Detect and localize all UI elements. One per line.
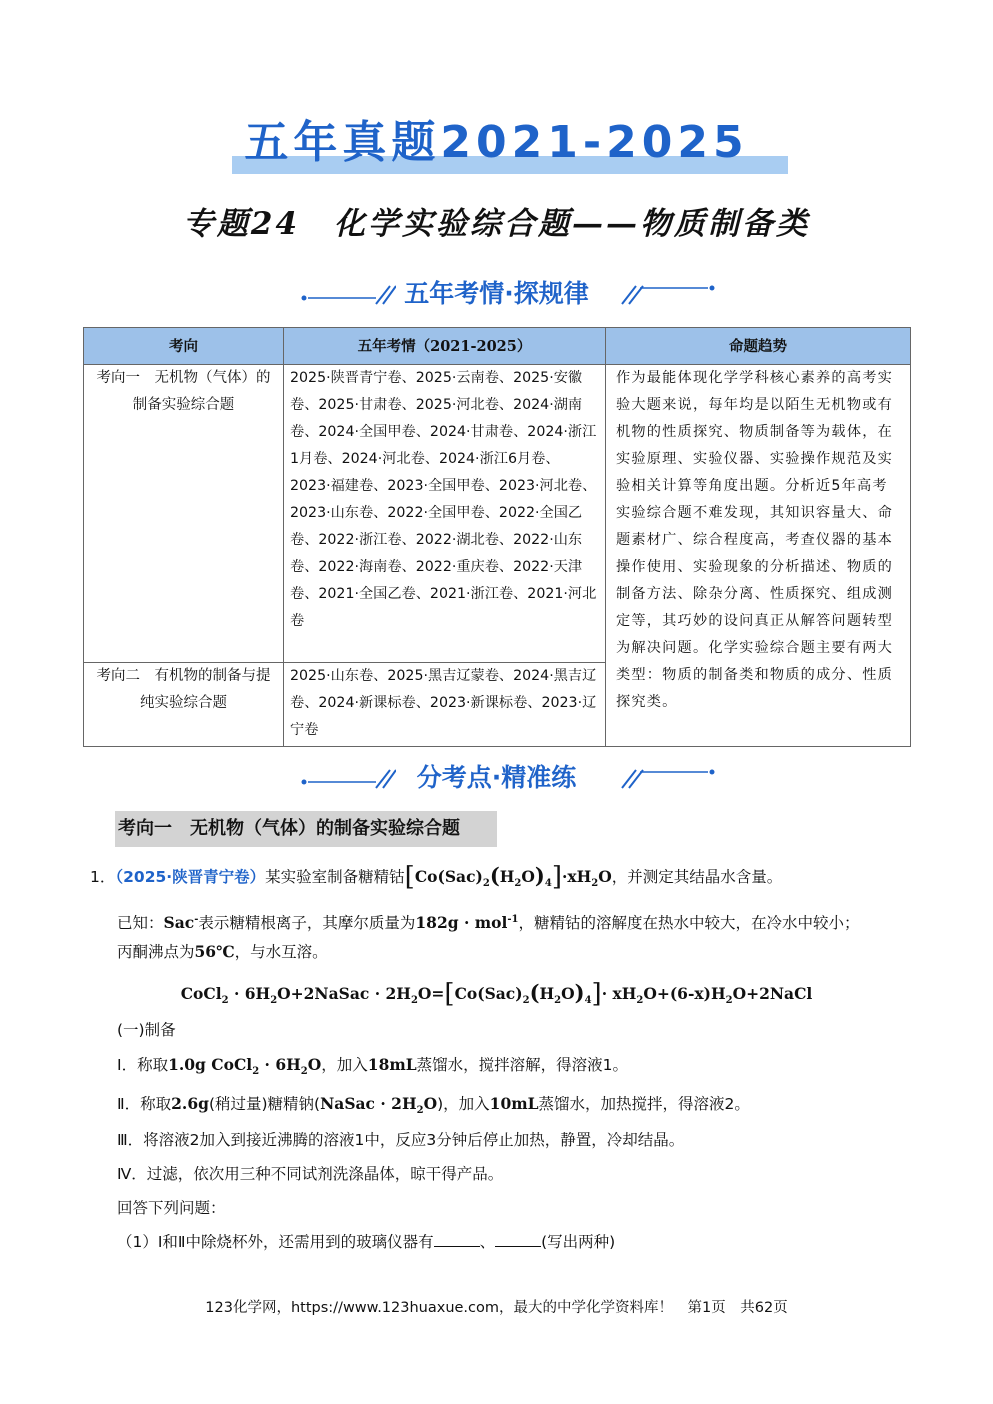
sub-question-1: （1）Ⅰ和Ⅱ中除烧杯外，还需用到的玻璃仪器有 、 (写出两种): [117, 1228, 615, 1256]
step-3: Ⅲ．将溶液2加入到接近沸腾的溶液1中，反应3分钟后停止加热，静置，冷却结晶。: [117, 1131, 685, 1149]
question-source: （2025·陕晋青宁卷）: [115, 868, 266, 886]
section-title: 五年考情·探规律: [404, 279, 589, 308]
header-exams: 五年考情（2021-2025）: [284, 328, 606, 365]
answer-blank-2[interactable]: [495, 1230, 541, 1247]
header-direction: 考向: [84, 328, 284, 365]
question-number: 1．: [90, 868, 116, 886]
banner-title: 五年真题2021-2025: [244, 117, 749, 168]
question-1-stem: 1．（2025·陕晋青宁卷）某实验室制备糖精钴$[Co(Sac)_2(H_2O)_4]\cdot xH_2O$，并测定其结晶水含量。: [90, 862, 783, 892]
answer-blank-1[interactable]: [434, 1230, 480, 1247]
reaction-equation: CoCl$_2$ · $6H_2O+2NaSac \cdot 2H_2O=[Co(Sac)_2(H_2O)_4]\cdot$ $xH_2O+(6-x)H_2O+2NaCl$: [180, 979, 813, 1009]
right-ornament-icon: [620, 760, 716, 796]
known-line-1: 已知：Sac-表示糖精根离子，其摩尔质量为182g · mol$^{-1}$，糖精钴的溶解度在热水中较大，在冷水中较小；: [117, 913, 860, 933]
topic-title: 专题24 化学实验综合题——物质制备类: [182, 206, 811, 242]
direction-1: 考向一 无机物（气体）的制备实验综合题: [84, 365, 284, 663]
header-trend: 命题趋势: [606, 328, 911, 365]
trend-text: 作为最能体现化学学科核心素养的高考实验大题来说，每年均是以陌生无机物或有机物的性质探究、物质制备等为载体，在实验原理、实验仪器、实验操作规范及实验相关计算等角度出题。分析近5年高考实验综合题不难发现，其知识容量大、命题素材广、综合程度高，考查仪器的基本操作使用、实验现象的分析描述、物质的制备方法、除杂分离、性质探究、组成测定等，其巧妙的设问真正从解答问题转型为解决问题。化学实验综合题主要有两大类型：物质的制备类和物质的成分、性质探究类。: [606, 365, 911, 747]
exam-trend-table: [83, 327, 911, 747]
section-title: 分考点·精准练: [416, 763, 577, 792]
formula-cobalt-saccharin: $[Co(Sac)_2(H_2O)_4]\cdot xH_2O$: [404, 862, 612, 892]
step-2: Ⅱ．称取2.6g(稍过量)糖精钠(NaSac · $2H_2O$)，加入10mL蒸馏水，加热搅拌，得溶液2。: [117, 1094, 750, 1117]
answer-prompt: 回答下列问题：: [117, 1199, 226, 1217]
known-line-2: 丙酮沸点为56℃，与水互溶。: [117, 942, 328, 961]
section-header-trends: [0, 276, 993, 312]
right-ornament-icon: [620, 276, 716, 312]
step-4: Ⅳ．过滤，依次用三种不同试剂洗涤晶体，晾干得产品。: [117, 1165, 504, 1183]
question-category-heading: 考向一 无机物（气体）的制备实验综合题: [115, 811, 497, 847]
direction-2: 考向二 有机物的制备与提纯实验综合题: [84, 663, 284, 747]
step-1: Ⅰ．称取1.0g CoCl$_2$ · $6H_2O$，加入18mL蒸馏水，搅拌溶解，得溶液1。: [117, 1055, 629, 1078]
page-footer: 123化学网，https://www.123huaxue.com，最大的中学化学资料库！ 第1页 共62页: [205, 1300, 788, 1316]
part-heading: (一)制备: [117, 1021, 176, 1039]
exams-2: 2025·山东卷、2025·黑吉辽蒙卷、2024·黑吉辽卷、2024·新课标卷、2023·新课标卷、2023·辽宁卷: [284, 663, 606, 747]
section-header-practice: [0, 760, 993, 796]
banner: [0, 112, 993, 182]
exams-1: 2025·陕晋青宁卷、2025·云南卷、2025·安徽卷、2025·甘肃卷、2025·河北卷、2024·湖南卷、2024·全国甲卷、2024·甘肃卷、2024·浙江1月卷、2024·河北卷、2024·浙江6月卷、2023·福建卷、2023·全国甲卷、2023·河北卷、2023·山东卷、2022·全国甲卷、2022·全国乙卷、2022·浙江卷、2022·湖北卷、2022·山东卷、2022·海南卷、2022·重庆卷、2022·天津卷、2021·全国乙卷、2021·浙江卷、2021·河北卷: [284, 365, 606, 663]
